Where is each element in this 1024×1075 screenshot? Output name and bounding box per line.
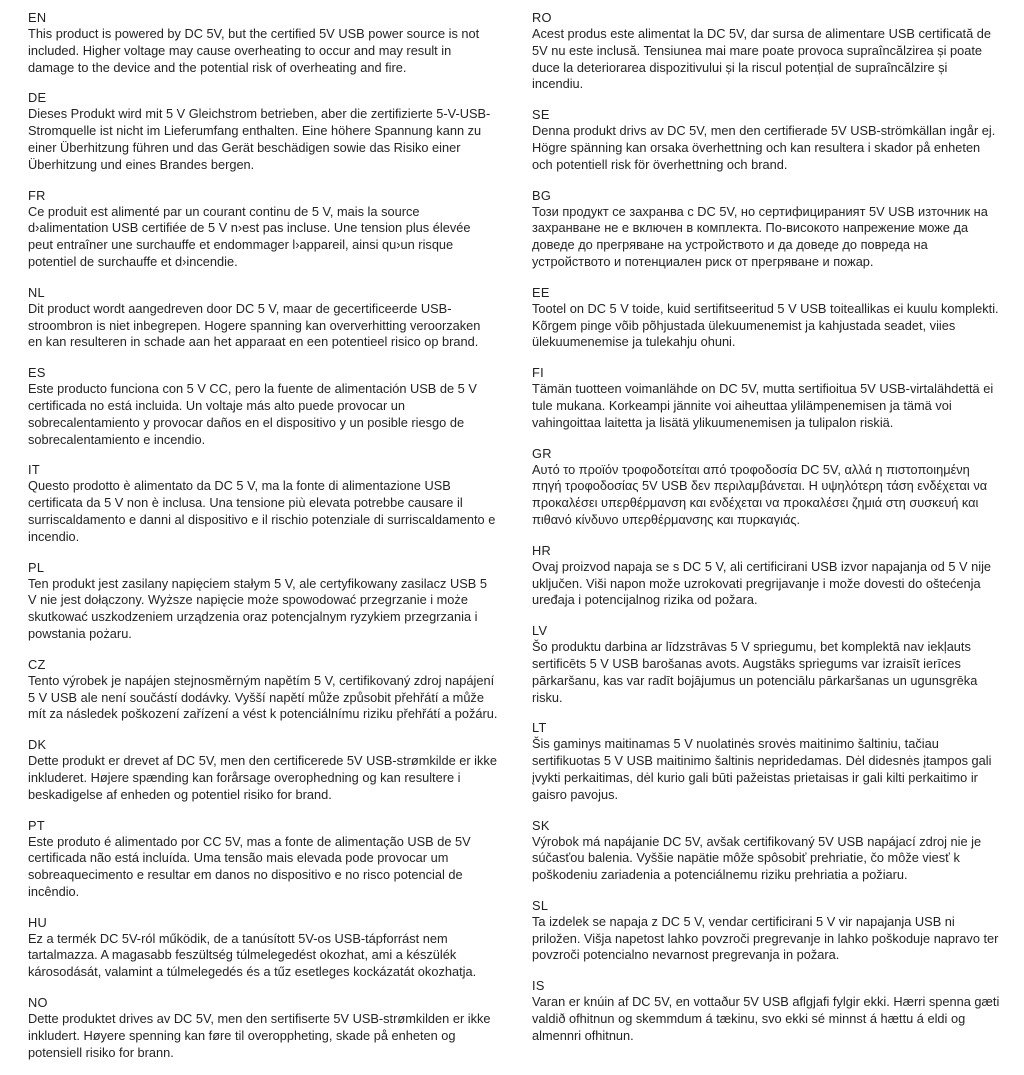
lang-section-lv bbox=[532, 623, 1002, 706]
lang-code-se: SE bbox=[532, 107, 550, 123]
lang-section-fr bbox=[28, 188, 498, 271]
lang-code-dk: DK bbox=[28, 737, 47, 753]
lang-code-fi: FI bbox=[532, 365, 544, 381]
lang-section-hr bbox=[532, 543, 1002, 609]
lang-code-ee: EE bbox=[532, 284, 550, 300]
lang-section-bg bbox=[532, 188, 1002, 271]
lang-text-hu: Ez a termék DC 5V-ról működik, de a tanúsított 5V-os USB-tápforrást nem tartalmazza. A magasabb feszültség túlmelegedést okozhat, ami a készülék károsodását, valamint a túlmelegedés és a tűz esetleges kockázatát okozhatja. bbox=[28, 930, 477, 980]
lang-code-sl: SL bbox=[532, 897, 549, 913]
lang-text-fi: Tämän tuotteen voimanlähde on DC 5V, mutta sertifioitua 5V USB-virtalähdettä ei tule mukana. Korkeampi jännite voi aiheuttaa ylilämpenemisen ja tämä voi vahingoittaa laitetta ja lisätä ylikuumenemisen ja tulipalon riskiä. bbox=[532, 381, 994, 430]
lang-text-de: Dieses Produkt wird mit 5 V Gleichstrom betrieben, aber die zertifizierte 5-V-USB-Stromquelle ist nicht im Lieferumfang enthalten. Eine höhere Spannung kann zu einer Überhitzung führen und das Gerät beschädigen sowie das Risiko einer Überhitzung und eines Brandes bergen. bbox=[28, 106, 491, 172]
lang-text-pt: Este produto é alimentado por CC 5V, mas a fonte de alimentação USB de 5V certificada não está incluída. Uma tensão mais elevada pode provocar um sobreaquecimento e resultar em danos no dispositivo e no risco potencial de incêndio. bbox=[28, 833, 471, 899]
lang-text-gr: Αυτό το προϊόν τροφοδοτείται από τροφοδοσία DC 5V, αλλά η πιστοποιημένη πηγή τροφοδοσίας 5V USB δεν περιλαμβάνεται. Η υψηλότερη τάση ενδέχεται να προκαλέσει υπερθέρμανση και ενδέχεται να προκαλέσει ζημιά στη συσκευή και πιθανό κίνδυνο υπερθέρμανσης και πυρκαγιάς. bbox=[532, 461, 988, 527]
lang-section-hu bbox=[28, 915, 498, 981]
lang-section-cz bbox=[28, 657, 498, 723]
lang-code-lt: LT bbox=[532, 720, 547, 736]
lang-text-en: This product is powered by DC 5V, but the certified 5V USB power source is not included. Higher voltage may cause overheating to occur and may result in damage to the device and the potential risk of overheating and fire. bbox=[28, 26, 480, 75]
lang-section-gr bbox=[532, 446, 1002, 529]
lang-code-gr: GR bbox=[532, 445, 552, 461]
lang-text-nl: Dit product wordt aangedreven door DC 5 V, maar de gecertificeerde USB-stroombron is niet inbegrepen. Hogere spanning kan oververhitting veroorzaken en kan resulteren in schade aan het apparaat en een potentieel risico op brand. bbox=[28, 300, 481, 350]
lang-text-se: Denna produkt drivs av DC 5V, men den certifierade 5V USB-strömkällan ingår ej. Högre spänning kan orsaka överhettning och kan resultera i skador på enheten och potentiell risk för överhettning och brand. bbox=[532, 123, 996, 172]
lang-section-dk bbox=[28, 737, 498, 803]
lang-section-es bbox=[28, 365, 498, 448]
lang-code-lv: LV bbox=[532, 623, 548, 639]
lang-code-hr: HR bbox=[532, 542, 552, 558]
lang-code-pl: PL bbox=[28, 559, 45, 575]
lang-text-cz: Tento výrobek je napájen stejnosměrným napětím 5 V, certifikovaný zdroj napájení 5 V USB ale není součástí dodávky. Vyšší napětí může způsobit přehřátí a může mít za následek poškození zařízení a vést k potenciálnímu riziku přehřátí a požáru. bbox=[28, 672, 498, 722]
lang-section-it bbox=[28, 462, 498, 545]
lang-text-is: Varan er knúin af DC 5V, en vottaður 5V USB aflgjafi fylgir ekki. Hærri spenna gæti valdið ofhitnun og skemmdum á tækinu, svo ekki sé minnst á hættu á eldi og almennri ofhitnun. bbox=[532, 994, 1000, 1043]
lang-section-nl bbox=[28, 285, 498, 351]
lang-section-en bbox=[28, 10, 498, 76]
lang-code-it: IT bbox=[28, 462, 40, 478]
lang-code-bg: BG bbox=[532, 187, 552, 203]
lang-code-nl: NL bbox=[28, 284, 45, 300]
lang-text-es: Este producto funciona con 5 V CC, pero la fuente de alimentación USB de 5 V certificada no está incluida. Un voltaje más alto puede provocar un sobrecalentamiento y provocar daños en el dispositivo y un posible riesgo de sobrecalentamiento e incendio. bbox=[28, 381, 477, 447]
lang-text-ee: Tootel on DC 5 V toide, kuid sertifitseeritud 5 V USB toiteallikas ei kuulu komplekti. Kõrgem pinge võib põhjustada ülekuumenemist ja kahjustada seadet, viies ülekuumenemise ja tulekahju ohuni. bbox=[532, 300, 999, 350]
left-column bbox=[28, 10, 498, 1075]
lang-code-ro: RO bbox=[532, 10, 552, 25]
lang-section-no bbox=[28, 995, 498, 1061]
lang-section-ee bbox=[532, 285, 1002, 351]
lang-code-hu: HU bbox=[28, 914, 48, 930]
lang-text-ro: Acest produs este alimentat la DC 5V, dar sursa de alimentare USB certificată de 5V nu este inclusă. Tensiunea mai mare poate provoca supraîncălzirea și poate duce la deteriorarea dispozitivului și la riscul potențial de supraîncălzire și incendiu. bbox=[532, 26, 992, 92]
lang-text-sk: Výrobok má napájanie DC 5V, avšak certifikovaný 5V USB napájací zdroj nie je súčasťou balenia. Vyššie napätie môže spôsobiť prehriatie, čo môže viesť k poškodeniu zariadenia a potenciálnemu riziku prehriatia a požiaru. bbox=[532, 833, 982, 883]
lang-text-sl: Ta izdelek se napaja z DC 5 V, vendar certificirani 5 V vir napajanja USB ni priložen. Višja napetost lahko povzroči pregrevanje in lahko poškoduje napravo ter povzroči potencialno nevarnost pregrevanja in požara. bbox=[532, 913, 999, 963]
lang-text-pl: Ten produkt jest zasilany napięciem stałym 5 V, ale certyfikowany zasilacz USB 5 V nie jest dołączony. Wyższe napięcie może spowodować przegrzanie i może skutkować uszkodzeniem urządzenia oraz potencjalnym ryzykiem przegrzania i powstania pożaru. bbox=[28, 575, 488, 641]
lang-text-fr: Ce produit est alimenté par un courant continu de 5 V, mais la source d›alimentation USB certifiée de 5 V n›est pas incluse. Une tension plus élevée peut entraîner une surchauffe et endommager l›appareil, ainsi qu›un risque potentiel de surchauffe et d›incendie. bbox=[28, 203, 471, 269]
lang-section-is bbox=[532, 978, 1002, 1044]
right-column bbox=[532, 10, 1002, 1075]
lang-section-de bbox=[28, 90, 498, 173]
lang-code-pt: PT bbox=[28, 817, 45, 833]
lang-text-dk: Dette produkt er drevet af DC 5V, men den certificerede 5V USB-strømkilde er ikke inkluderet. Højere spænding kan forårsage overophedning og kan resultere i beskadigelse af enheden og potentiel risiko for brand. bbox=[28, 753, 497, 802]
lang-code-no: NO bbox=[28, 995, 48, 1011]
lang-text-bg: Този продукт се захранва с DC 5V, но сертифицираният 5V USB източник на захранване не е включен в комплекта. По-високото напрежение може да доведе до прегряване на устройството и да доведе до повреда на устройството и потенциален риск от прегряване и пожар. bbox=[532, 203, 988, 269]
lang-code-cz: CZ bbox=[28, 656, 46, 672]
lang-section-ro bbox=[532, 10, 1002, 93]
lang-text-lt: Šis gaminys maitinamas 5 V nuolatinės srovės maitinimo šaltiniu, tačiau sertifikuotas 5 V USB maitinimo šaltinis nepridedamas. Dėl didesnės įtampos gali įvykti perkaitimas, dėl kurio gali būti pažeistas prietaisas ir gali kilti perkaitimo ir gaisro pavojus. bbox=[532, 736, 992, 802]
lang-section-se bbox=[532, 107, 1002, 173]
lang-text-no: Dette produktet drives av DC 5V, men den sertifiserte 5V USB-strømkilden er ikke inkludert. Høyere spenning kan føre til overoppheting, skade på enheten og potensiell risiko for brann. bbox=[28, 1011, 491, 1060]
lang-code-fr: FR bbox=[28, 187, 46, 203]
lang-text-hr: Ovaj proizvod napaja se s DC 5 V, ali certificirani USB izvor napajanja od 5 V nije uključen. Viši napon može uzrokovati pregrijavanje i može dovesti do oštećenja uređaja i potencijalnog rizika od požara. bbox=[532, 558, 992, 608]
lang-section-pt bbox=[28, 818, 498, 901]
lang-code-is: IS bbox=[532, 978, 545, 994]
lang-section-sk bbox=[532, 818, 1002, 884]
lang-code-en: EN bbox=[28, 10, 47, 25]
lang-code-de: DE bbox=[28, 90, 47, 106]
lang-section-fi bbox=[532, 365, 1002, 431]
lang-code-es: ES bbox=[28, 365, 46, 381]
lang-code-sk: SK bbox=[532, 817, 550, 833]
lang-section-sl bbox=[532, 898, 1002, 964]
lang-text-lv: Šo produktu darbina ar līdzstrāvas 5 V spriegumu, bet komplektā nav iekļauts sertificēts 5 V USB barošanas avots. Augstāks spriegums var izraisīt ierīces pārkaršanu, kas var radīt bojājumus un potenciālu pārkaršanas un ugunsgrēka risku. bbox=[532, 639, 978, 705]
lang-section-pl bbox=[28, 560, 498, 643]
lang-section-lt bbox=[532, 720, 1002, 803]
lang-text-it: Questo prodotto è alimentato da DC 5 V, ma la fonte di alimentazione USB certificata da 5 V non è inclusa. Una tensione più elevata potrebbe causare il surriscaldamento e danni al dispositivo e il rischio potenziale di surriscaldamento e incendio. bbox=[28, 478, 496, 544]
